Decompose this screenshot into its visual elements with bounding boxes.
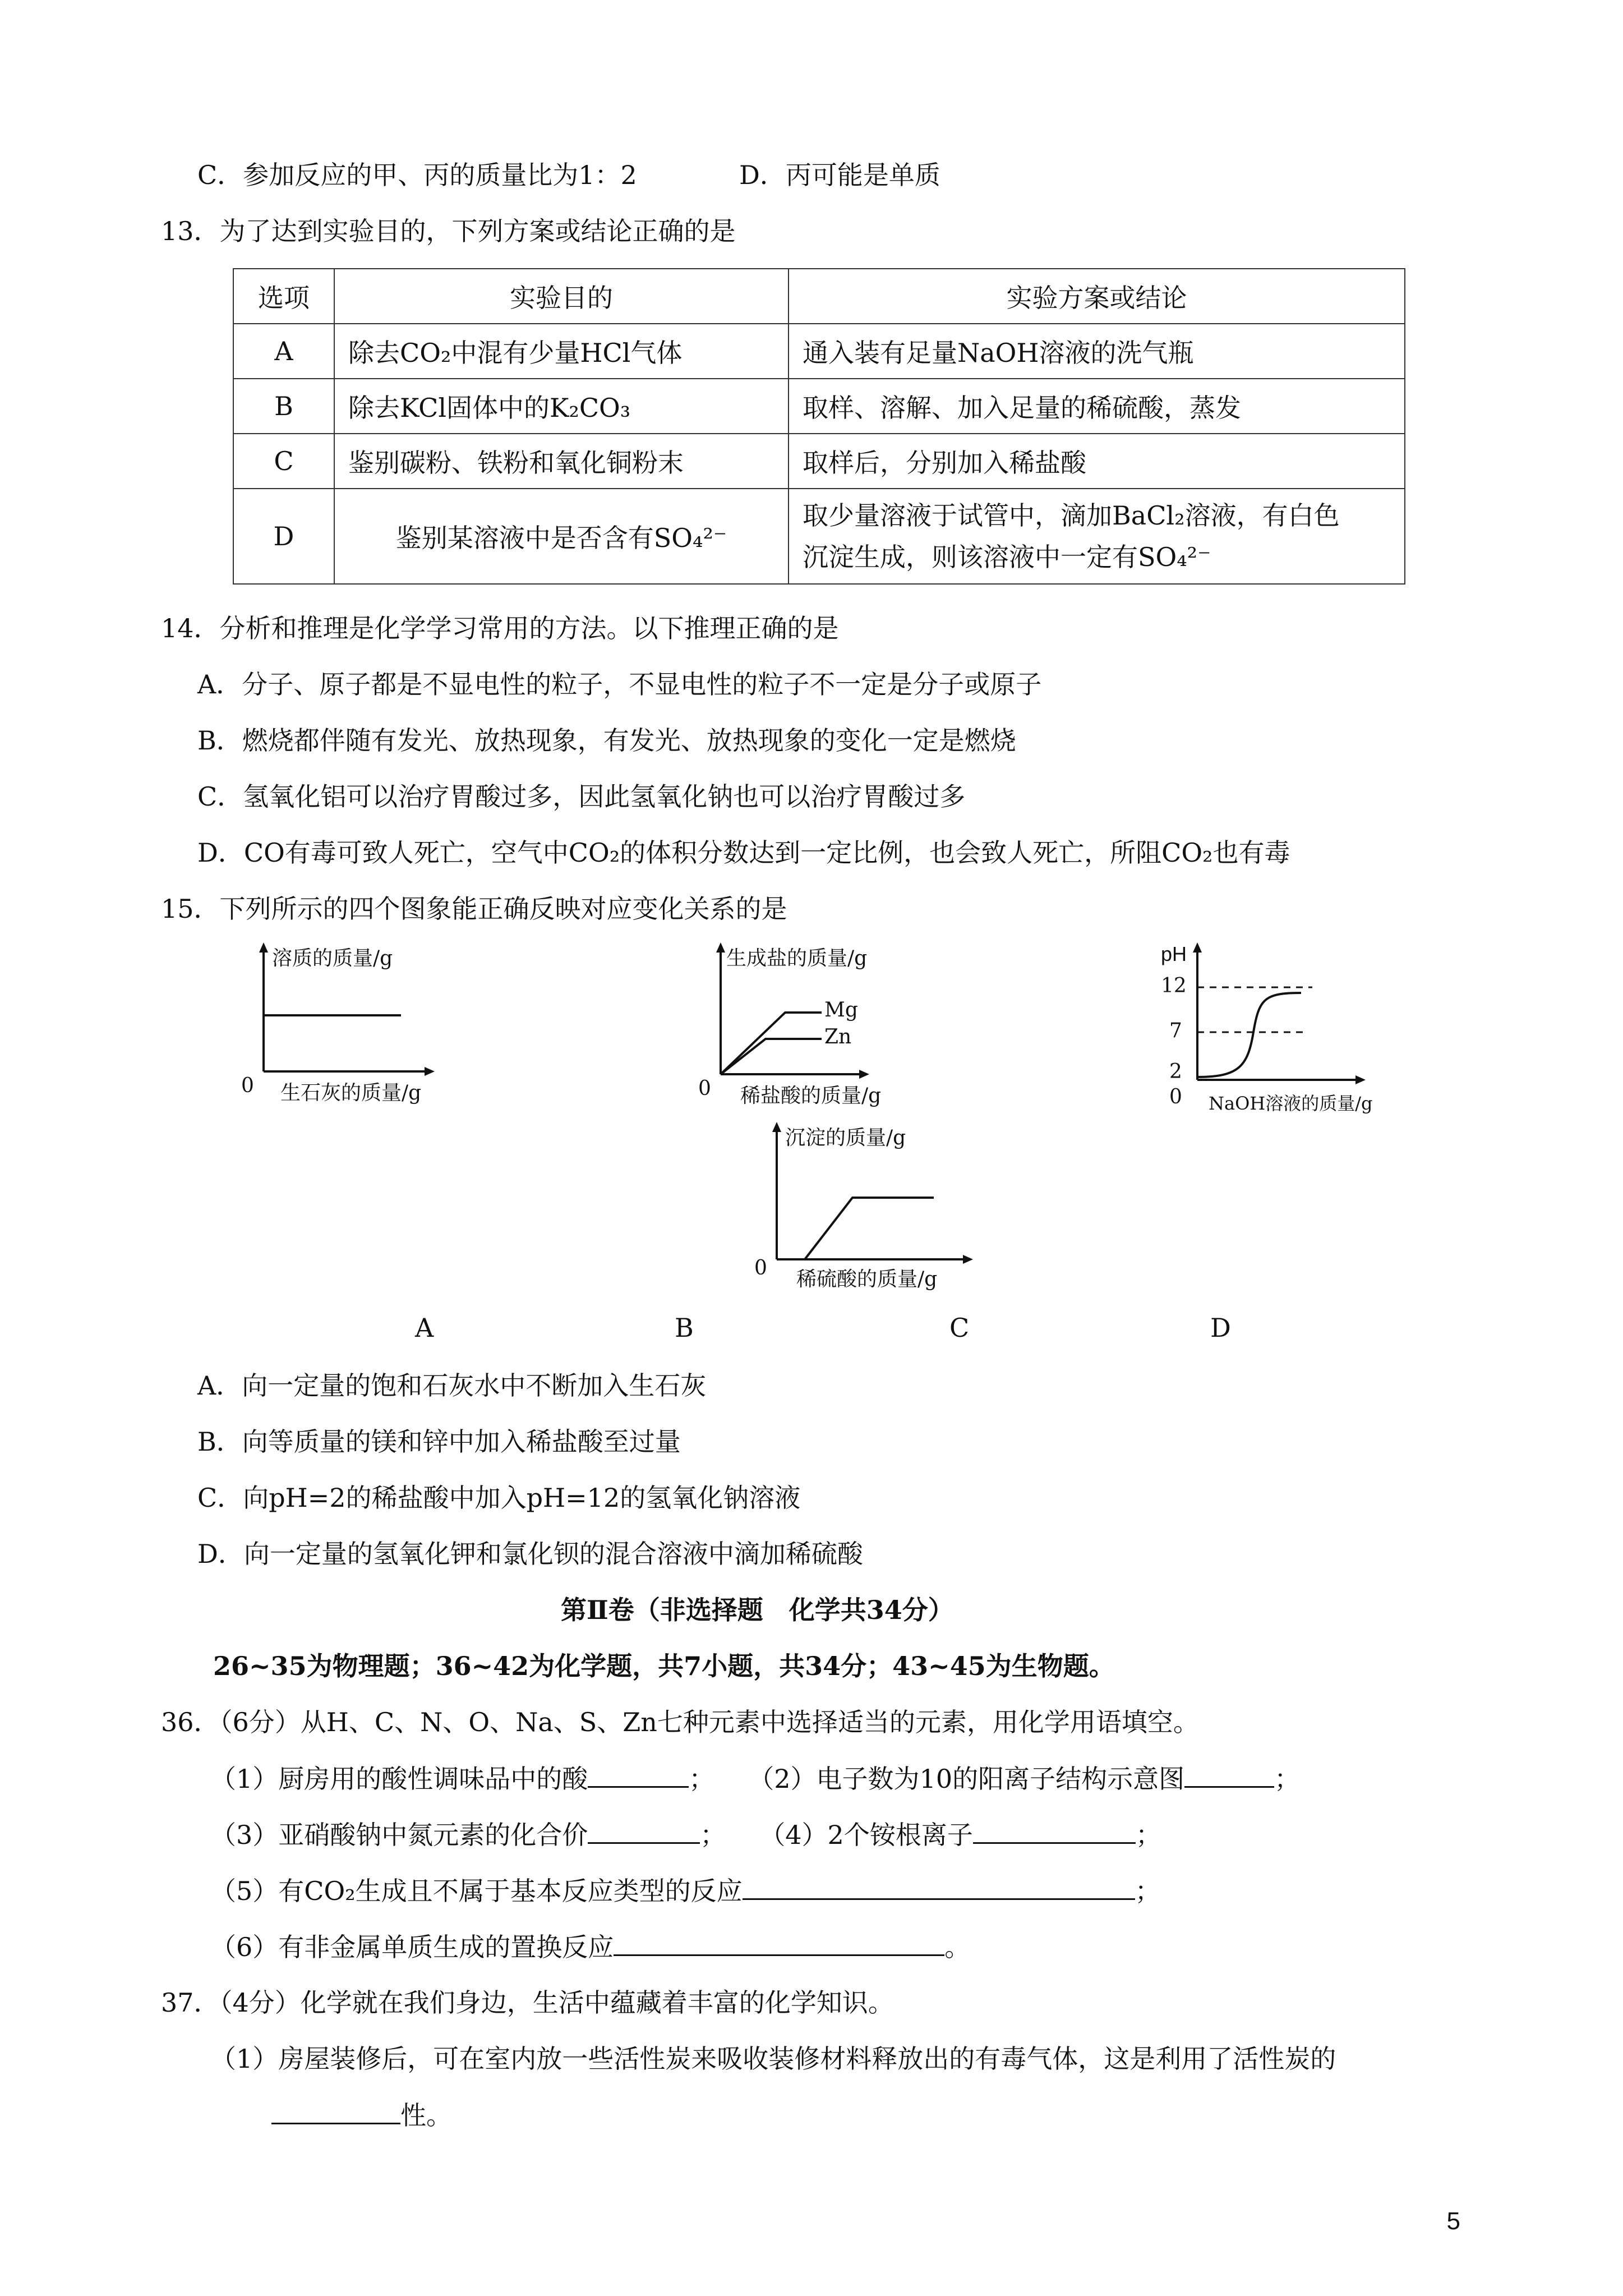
graph-letter-b: B xyxy=(675,1313,694,1343)
q36-part3 xyxy=(210,1874,1161,1908)
header-plan: 实验方案或结论 xyxy=(789,269,1405,324)
row-option: C xyxy=(233,434,334,489)
row-goal: 除去CO₂中混有少量HCl气体 xyxy=(334,324,789,379)
q36-6-end: 。 xyxy=(944,1932,971,1962)
graph-c-xlabel: NaOH溶液的质量/g xyxy=(1209,1093,1373,1114)
q14-stem: 14．分析和推理是化学学习常用的方法。以下推理正确的是 xyxy=(161,613,839,643)
header-option: 选项 xyxy=(233,269,334,324)
q14-option-c: C．氢氧化铝可以治疗胃酸过多，因此氢氧化钠也可以治疗胃酸过多 xyxy=(197,781,966,812)
q36-6-label: （6）有非金属单质生成的置换反应 xyxy=(210,1932,614,1962)
graph-b-xlabel: 稀盐酸的质量/g xyxy=(740,1084,882,1107)
q13-stem: 13．为了达到实验目的，下列方案或结论正确的是 xyxy=(161,216,736,246)
q36-1-label: （1）厨房用的酸性调味品中的酸 xyxy=(210,1764,588,1794)
q36-3-label: （3）亚硝酸钠中氮元素的化合价 xyxy=(210,1820,588,1850)
q15-stem: 15．下列所示的四个图象能正确反映对应变化关系的是 xyxy=(161,894,787,924)
q13-options-table xyxy=(233,268,1405,585)
q36-2-semi: ； xyxy=(1274,1764,1301,1794)
row-plan-line2: 沉淀生成，则该溶液中一定有SO₄²⁻ xyxy=(803,542,1211,572)
q37-part1-tail xyxy=(271,2098,452,2132)
graph-a xyxy=(241,942,443,1113)
q36-stem: 36．（6分）从H、C、N、O、Na、S、Zn七种元素中选择适当的元素，用化学用语填空。 xyxy=(161,1707,1199,1737)
q14-option-d: D．CO有毒可致人死亡，空气中CO₂的体积分数达到一定比例，也会致人死亡，所阻CO₂也有毒 xyxy=(197,838,1290,868)
q37-part1: （1）房屋装修后，可在室内放一些活性炭来吸收装修材料释放出的有毒气体，这是利用了活性炭的 xyxy=(210,2044,1336,2074)
row-goal: 除去KCl固体中的K₂CO₃ xyxy=(334,379,789,434)
q14-option-a: A．分子、原子都是不显电性的粒子，不显电性的粒子不一定是分子或原子 xyxy=(197,669,1042,700)
q36-4-label: （4）2个铵根离子 xyxy=(759,1820,973,1850)
graph-letter-d: D xyxy=(1210,1313,1231,1343)
q36-2-label: （2）电子数为10的阳离子结构示意图 xyxy=(748,1764,1185,1794)
q15-option-d: D．向一定量的氢氧化钾和氯化钡的混合溶液中滴加稀硫酸 xyxy=(197,1539,863,1569)
q36-6-blank[interactable] xyxy=(614,1930,944,1956)
q36-3-semi: ； xyxy=(700,1820,726,1850)
q15-option-b: B．向等质量的镁和锌中加入稀盐酸至过量 xyxy=(197,1427,681,1457)
q36-1-semi: ； xyxy=(689,1764,715,1794)
q36-5-semi: ； xyxy=(1135,1876,1161,1906)
q36-4-semi: ； xyxy=(1135,1820,1161,1850)
graph-a-ylabel: 溶质的质量/g xyxy=(272,947,393,970)
graph-d-ylabel: 沉淀的质量/g xyxy=(785,1126,906,1149)
graph-b-ylabel: 生成盐的质量/g xyxy=(726,947,868,970)
graph-c xyxy=(1155,942,1380,1124)
table-row xyxy=(233,379,1405,434)
graph-b-curve-zn xyxy=(721,1039,822,1074)
graph-b xyxy=(698,942,900,1113)
graph-letter-a: A xyxy=(415,1313,434,1343)
q36-5-blank[interactable] xyxy=(743,1874,1135,1900)
q36-3-blank[interactable] xyxy=(588,1818,700,1844)
q12-option-d: D．丙可能是单质 xyxy=(739,160,940,190)
row-goal: 鉴别某溶液中是否含有SO₄²⁻ xyxy=(334,489,789,584)
q37-1-blank[interactable] xyxy=(271,2098,400,2124)
q36-4-blank[interactable] xyxy=(973,1818,1136,1844)
q36-1-blank[interactable] xyxy=(588,1761,689,1788)
graph-c-tick-2: 2 xyxy=(1169,1060,1182,1083)
graph-b-origin: 0 xyxy=(698,1077,711,1100)
row-option: B xyxy=(233,379,334,434)
graph-a-origin: 0 xyxy=(241,1074,254,1097)
header-goal: 实验目的 xyxy=(334,269,789,324)
part2-note: 26~35为物理题；36~42为化学题，共7小题，共34分；43~45为生物题。 xyxy=(213,1651,1115,1681)
q36-5-label: （5）有CO₂生成且不属于基本反应类型的反应 xyxy=(210,1876,743,1906)
q36-part1 xyxy=(210,1761,1300,1796)
graph-c-origin: 0 xyxy=(1169,1085,1182,1108)
table-row xyxy=(233,324,1405,379)
table-header-row xyxy=(233,269,1405,324)
graph-d xyxy=(754,1122,979,1292)
row-option: A xyxy=(233,324,334,379)
q36-2-blank[interactable] xyxy=(1184,1761,1274,1788)
graph-b-label-mg: Mg xyxy=(824,999,858,1022)
q12-option-c: C．参加反应的甲、丙的质量比为1：2 xyxy=(197,160,637,190)
row-option: D xyxy=(233,489,334,584)
q36-part2 xyxy=(210,1818,1161,1852)
row-plan xyxy=(789,489,1405,584)
q36-part4 xyxy=(210,1930,970,1964)
graph-d-xlabel: 稀硫酸的质量/g xyxy=(796,1268,938,1291)
row-plan: 通入装有足量NaOH溶液的洗气瓶 xyxy=(789,324,1405,379)
part2-title: 第Ⅱ卷（非选择题 化学共34分） xyxy=(561,1595,954,1625)
graph-a-xlabel: 生石灰的质量/g xyxy=(280,1082,422,1105)
table-row xyxy=(233,489,1405,584)
page-number: 5 xyxy=(1446,2207,1460,2235)
graph-d-curve xyxy=(805,1198,934,1259)
row-plan: 取样后，分别加入稀盐酸 xyxy=(789,434,1405,489)
graph-c-ylabel: pH xyxy=(1161,942,1187,965)
row-plan-line1: 取少量溶液于试管中，滴加BaCl₂溶液，有白色 xyxy=(803,500,1340,531)
graph-b-curve-mg xyxy=(721,1013,822,1074)
graph-c-tick-12: 12 xyxy=(1161,974,1187,997)
row-plan: 取样、溶解、加入足量的稀硫酸，蒸发 xyxy=(789,379,1405,434)
q37-stem: 37．（4分）化学就在我们身边，生活中蕴藏着丰富的化学知识。 xyxy=(161,1987,894,2018)
table-row xyxy=(233,434,1405,489)
graph-d-origin: 0 xyxy=(754,1257,767,1280)
q37-1-tail: 性。 xyxy=(400,2100,452,2131)
q15-option-c: C．向pH=2的稀盐酸中加入pH=12的氢氧化钠溶液 xyxy=(197,1483,801,1513)
graph-letter-c: C xyxy=(949,1313,970,1343)
graph-c-curve xyxy=(1197,993,1301,1077)
row-goal: 鉴别碳粉、铁粉和氧化铜粉末 xyxy=(334,434,789,489)
graph-c-tick-7: 7 xyxy=(1169,1019,1182,1042)
q14-option-b: B．燃烧都伴随有发光、放热现象，有发光、放热现象的变化一定是燃烧 xyxy=(197,725,1016,756)
graph-b-label-zn: Zn xyxy=(824,1025,852,1048)
q15-option-a: A．向一定量的饱和石灰水中不断加入生石灰 xyxy=(197,1370,707,1401)
